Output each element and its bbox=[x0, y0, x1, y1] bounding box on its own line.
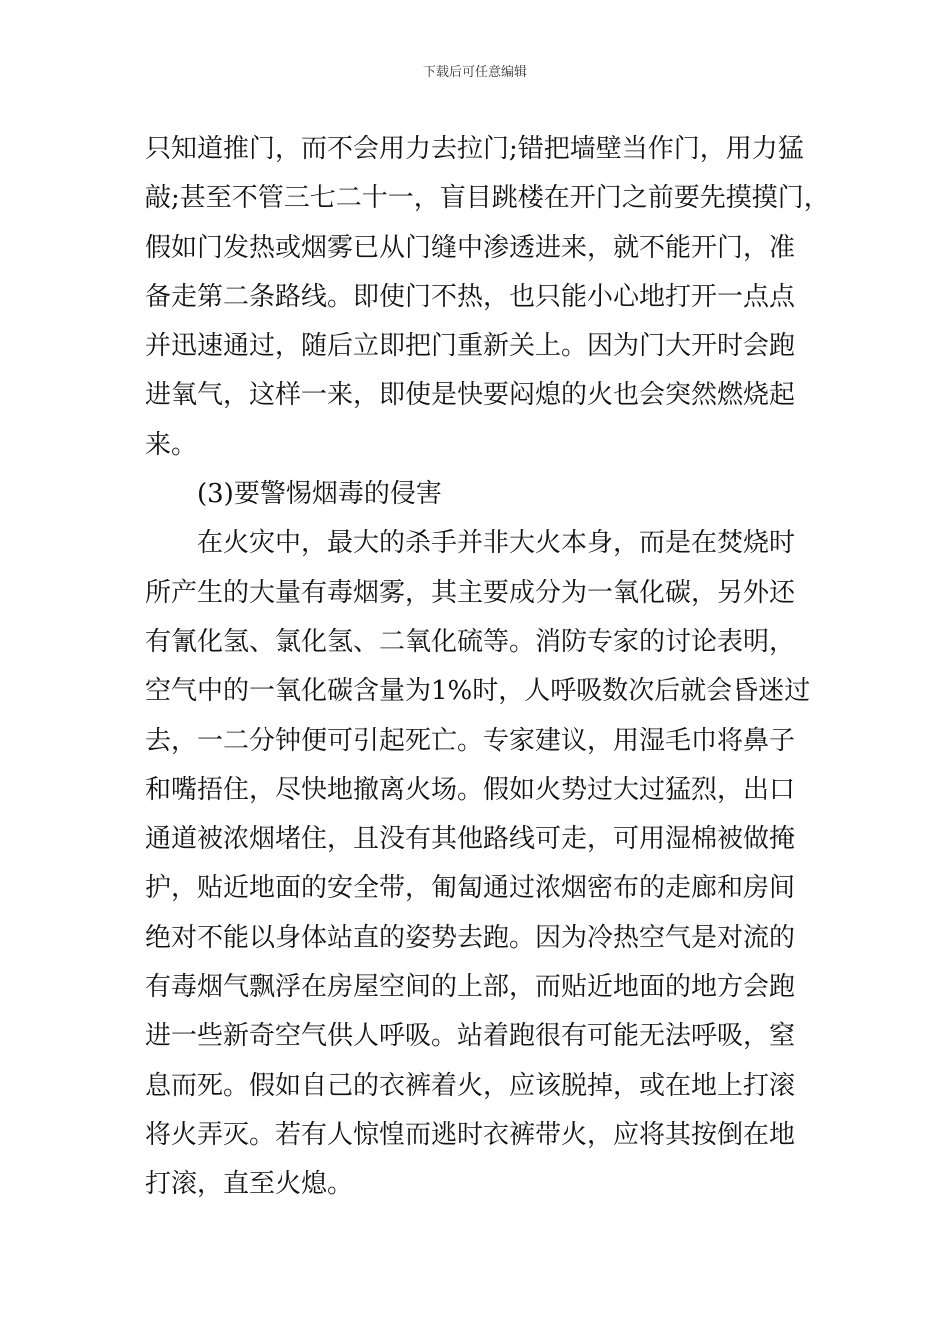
text-line: 所产生的大量有毒烟雾，其主要成分为一氧化碳，另外还 bbox=[145, 577, 796, 608]
text-line: 进氧气，这样一来，即使是快要闷熄的火也会突然燃烧起 bbox=[145, 380, 796, 411]
text-line: 有氰化氢、氯化氢、二氧化硫等。消防专家的讨论表明， bbox=[145, 626, 796, 657]
text-line: 并迅速通过，随后立即把门重新关上。因为门大开时会跑 bbox=[145, 331, 796, 362]
text-line: 绝对不能以身体站直的姿势去跑。因为冷热空气是对流的 bbox=[145, 922, 796, 953]
text-line: 有毒烟气飘浮在房屋空间的上部，而贴近地面的地方会跑 bbox=[145, 972, 796, 1003]
text-line: 敲;甚至不管三七二十一，盲目跳楼在开门之前要先摸摸门， bbox=[145, 183, 830, 214]
text-line: 去，一二分钟便可引起死亡。专家建议，用湿毛巾将鼻子 bbox=[145, 725, 796, 756]
text-line: 护，贴近地面的安全带，匍匐通过浓烟密布的走廊和房间 bbox=[145, 873, 796, 904]
text-line: 假如门发热或烟雾已从门缝中渗透进来，就不能开门，准 bbox=[145, 232, 796, 263]
text-line: 来。 bbox=[145, 429, 198, 460]
text-line: 打滚，直至火熄。 bbox=[145, 1169, 354, 1200]
text-line: 通道被浓烟堵住，且没有其他路线可走，可用湿棉被做掩 bbox=[145, 824, 796, 855]
document-body bbox=[145, 125, 830, 1210]
text-line: 息而死。假如自己的衣裤着火，应该脱掉，或在地上打滚 bbox=[145, 1070, 796, 1101]
text-line: 备走第二条路线。即使门不热，也只能小心地打开一点点 bbox=[145, 281, 796, 312]
text-line: 只知道推门，而不会用力去拉门;错把墙壁当作门，用力猛 bbox=[145, 134, 804, 164]
text-line: 和嘴捂住，尽快地撤离火场。假如火势过大过猛烈，出口 bbox=[145, 774, 796, 805]
text-line: 在火灾中，最大的杀手并非大火本身，而是在焚烧时 bbox=[197, 528, 796, 559]
text-line: 进一些新奇空气供人呼吸。站着跑很有可能无法呼吸，窒 bbox=[145, 1021, 796, 1052]
section-heading: (3)要警惕烟毒的侵害 bbox=[197, 479, 442, 510]
text-line: 空气中的一氧化碳含量为1%时，人呼吸数次后就会昏迷过 bbox=[145, 676, 811, 707]
page-header: 下载后可任意编辑 bbox=[422, 65, 527, 80]
text-line: 将火弄灭。若有人惊惶而逃时衣裤带火，应将其按倒在地 bbox=[145, 1119, 796, 1150]
